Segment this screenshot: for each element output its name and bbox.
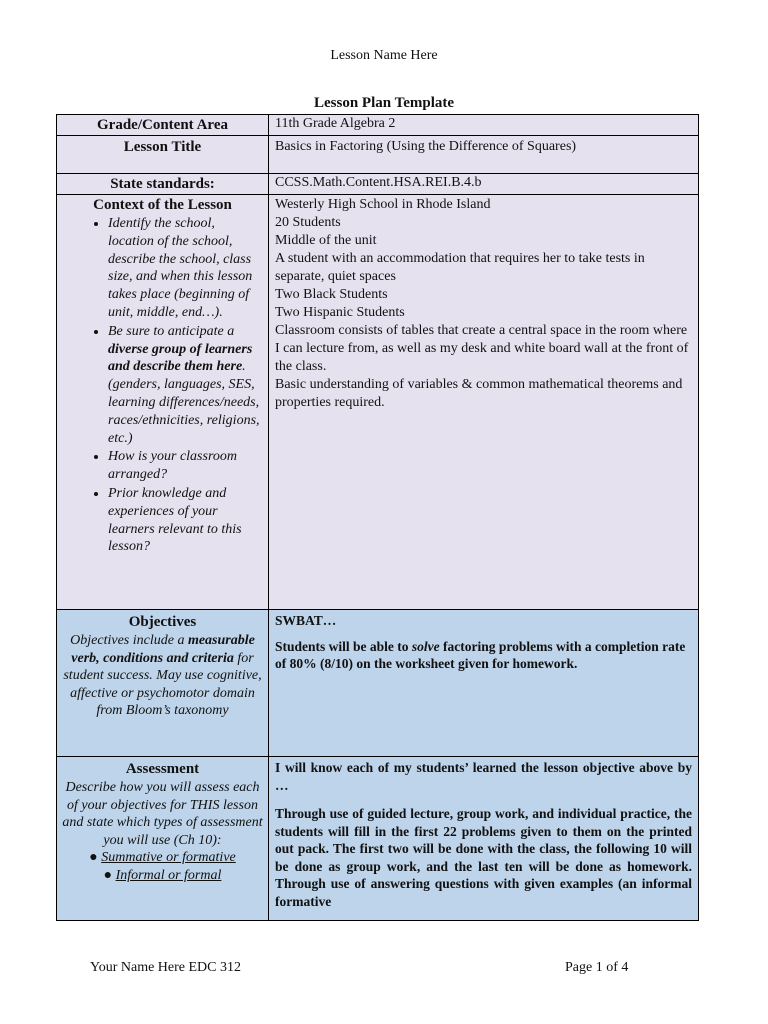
context-value-cell <box>269 195 699 610</box>
context-line: Two Black Students <box>275 287 388 302</box>
page-header: Lesson Name Here <box>330 48 438 63</box>
title-label: Lesson Title <box>123 139 202 155</box>
context-line: Middle of the unit <box>275 233 377 248</box>
assessment-type-item: ● Summative or formative <box>89 850 236 865</box>
assessment-type-item: ● Informal or formal <box>103 868 222 883</box>
row-standards <box>57 174 699 195</box>
context-line: Classroom consists of tables that create a central space in the room where I can lecture from, as well as my desk and white board wall at the front of the class. <box>275 323 689 374</box>
objectives-value-cell <box>269 610 699 757</box>
assessment-type-text: Summative or formative <box>101 850 236 865</box>
objectives-guidance-bold: measurable verb, conditions and criteria <box>71 633 255 666</box>
objectives-guidance-text: Objectives include a <box>70 633 188 648</box>
assessment-value-cell <box>269 757 699 921</box>
context-line: 20 Students <box>275 215 341 230</box>
lesson-plan-table <box>56 114 699 921</box>
footer-author: Your Name Here EDC 312 <box>90 960 241 975</box>
context-guidance-text: Be sure to anticipate a <box>108 323 235 339</box>
row-grade <box>57 115 699 136</box>
objectives-swbat: SWBAT… <box>275 613 337 628</box>
grade-value: 11th Grade Algebra 2 <box>275 116 396 131</box>
standards-value: CCSS.Math.Content.HSA.REI.B.4.b <box>275 175 482 190</box>
objectives-verb: solve <box>411 638 440 654</box>
context-label: Context of the Lesson <box>93 197 232 213</box>
standards-value-cell <box>269 174 699 195</box>
objectives-guidance <box>57 632 268 720</box>
assessment-label: Assessment <box>125 761 200 777</box>
standards-label-cell <box>57 174 269 195</box>
grade-value-cell <box>269 115 699 136</box>
context-details <box>269 195 698 412</box>
assessment-body: Through use of guided lecture, group work, and individual practice, the students will fill in the first 22 problems given to them on the printed out pack. The first two will be done with the class, the following 10 will be done as group work, and the last ten will be done as homework. Through use of answering questions with given examples (an informal formative <box>275 806 692 909</box>
context-line: A student with an accommodation that requires her to take tests in separate, quiet spaces <box>275 251 645 284</box>
assessment-label-cell <box>57 757 269 921</box>
context-line: Westerly High School in Rhode Island <box>275 197 491 212</box>
row-context <box>57 195 699 610</box>
grade-label-cell <box>57 115 269 136</box>
title-label-cell <box>57 136 269 174</box>
row-objectives <box>57 610 699 757</box>
standards-label: State standards: <box>110 176 215 192</box>
objectives-guidance-text: for student success. May use cognitive, affective or psychomotor domain from Bloom’s taxonomy <box>63 650 262 718</box>
row-title <box>57 136 699 174</box>
context-guidance-bold: diverse group of learners and describe them here <box>108 341 253 375</box>
document-title: Lesson Plan Template <box>313 95 455 111</box>
context-label-cell <box>57 195 269 610</box>
context-guidance-item: • How is your classroom arranged? <box>108 448 262 485</box>
objectives-label-cell <box>57 610 269 757</box>
title-value-cell <box>269 136 699 174</box>
context-line: Basic understanding of variables & common mathematical theorems and properties required. <box>275 377 683 410</box>
context-guidance-list <box>57 215 268 557</box>
objectives-statement-text: factoring problems with a completion rate of 80% (8/10) on the worksheet given for homework. <box>275 638 686 671</box>
title-value: Basics in Factoring (Using the Difference of Squares) <box>275 139 577 154</box>
grade-label: Grade/Content Area <box>97 117 228 133</box>
context-guidance-item: • Identify the school, location of the school, describe the school, class size, and when this lesson takes place (beginning of unit, middle, end…). <box>108 215 262 323</box>
objectives-statement-text: Students will be able to <box>275 638 412 654</box>
assessment-guidance: Describe how you will assess each of your objectives for THIS lesson and state which types of assessment you will use (Ch 10): <box>62 780 263 848</box>
footer-page-number: Page 1 of 4 <box>565 960 629 975</box>
context-guidance-item: • Prior knowledge and experiences of your learners relevant to this lesson? <box>108 485 262 557</box>
objectives-statement <box>269 633 698 676</box>
assessment-type-text: Informal or formal <box>115 868 222 883</box>
objectives-label: Objectives <box>128 614 197 630</box>
assessment-intro: I will know each of my students’ learned the lesson objective above by … <box>275 760 692 793</box>
context-line: Two Hispanic Students <box>275 305 405 320</box>
assessment-types-list <box>57 849 268 885</box>
context-guidance-text: . (genders, languages, SES, learning differences/needs, races/ethnicities, religions, etc.) <box>108 359 260 446</box>
context-guidance-item <box>108 323 262 449</box>
row-assessment <box>57 757 699 921</box>
